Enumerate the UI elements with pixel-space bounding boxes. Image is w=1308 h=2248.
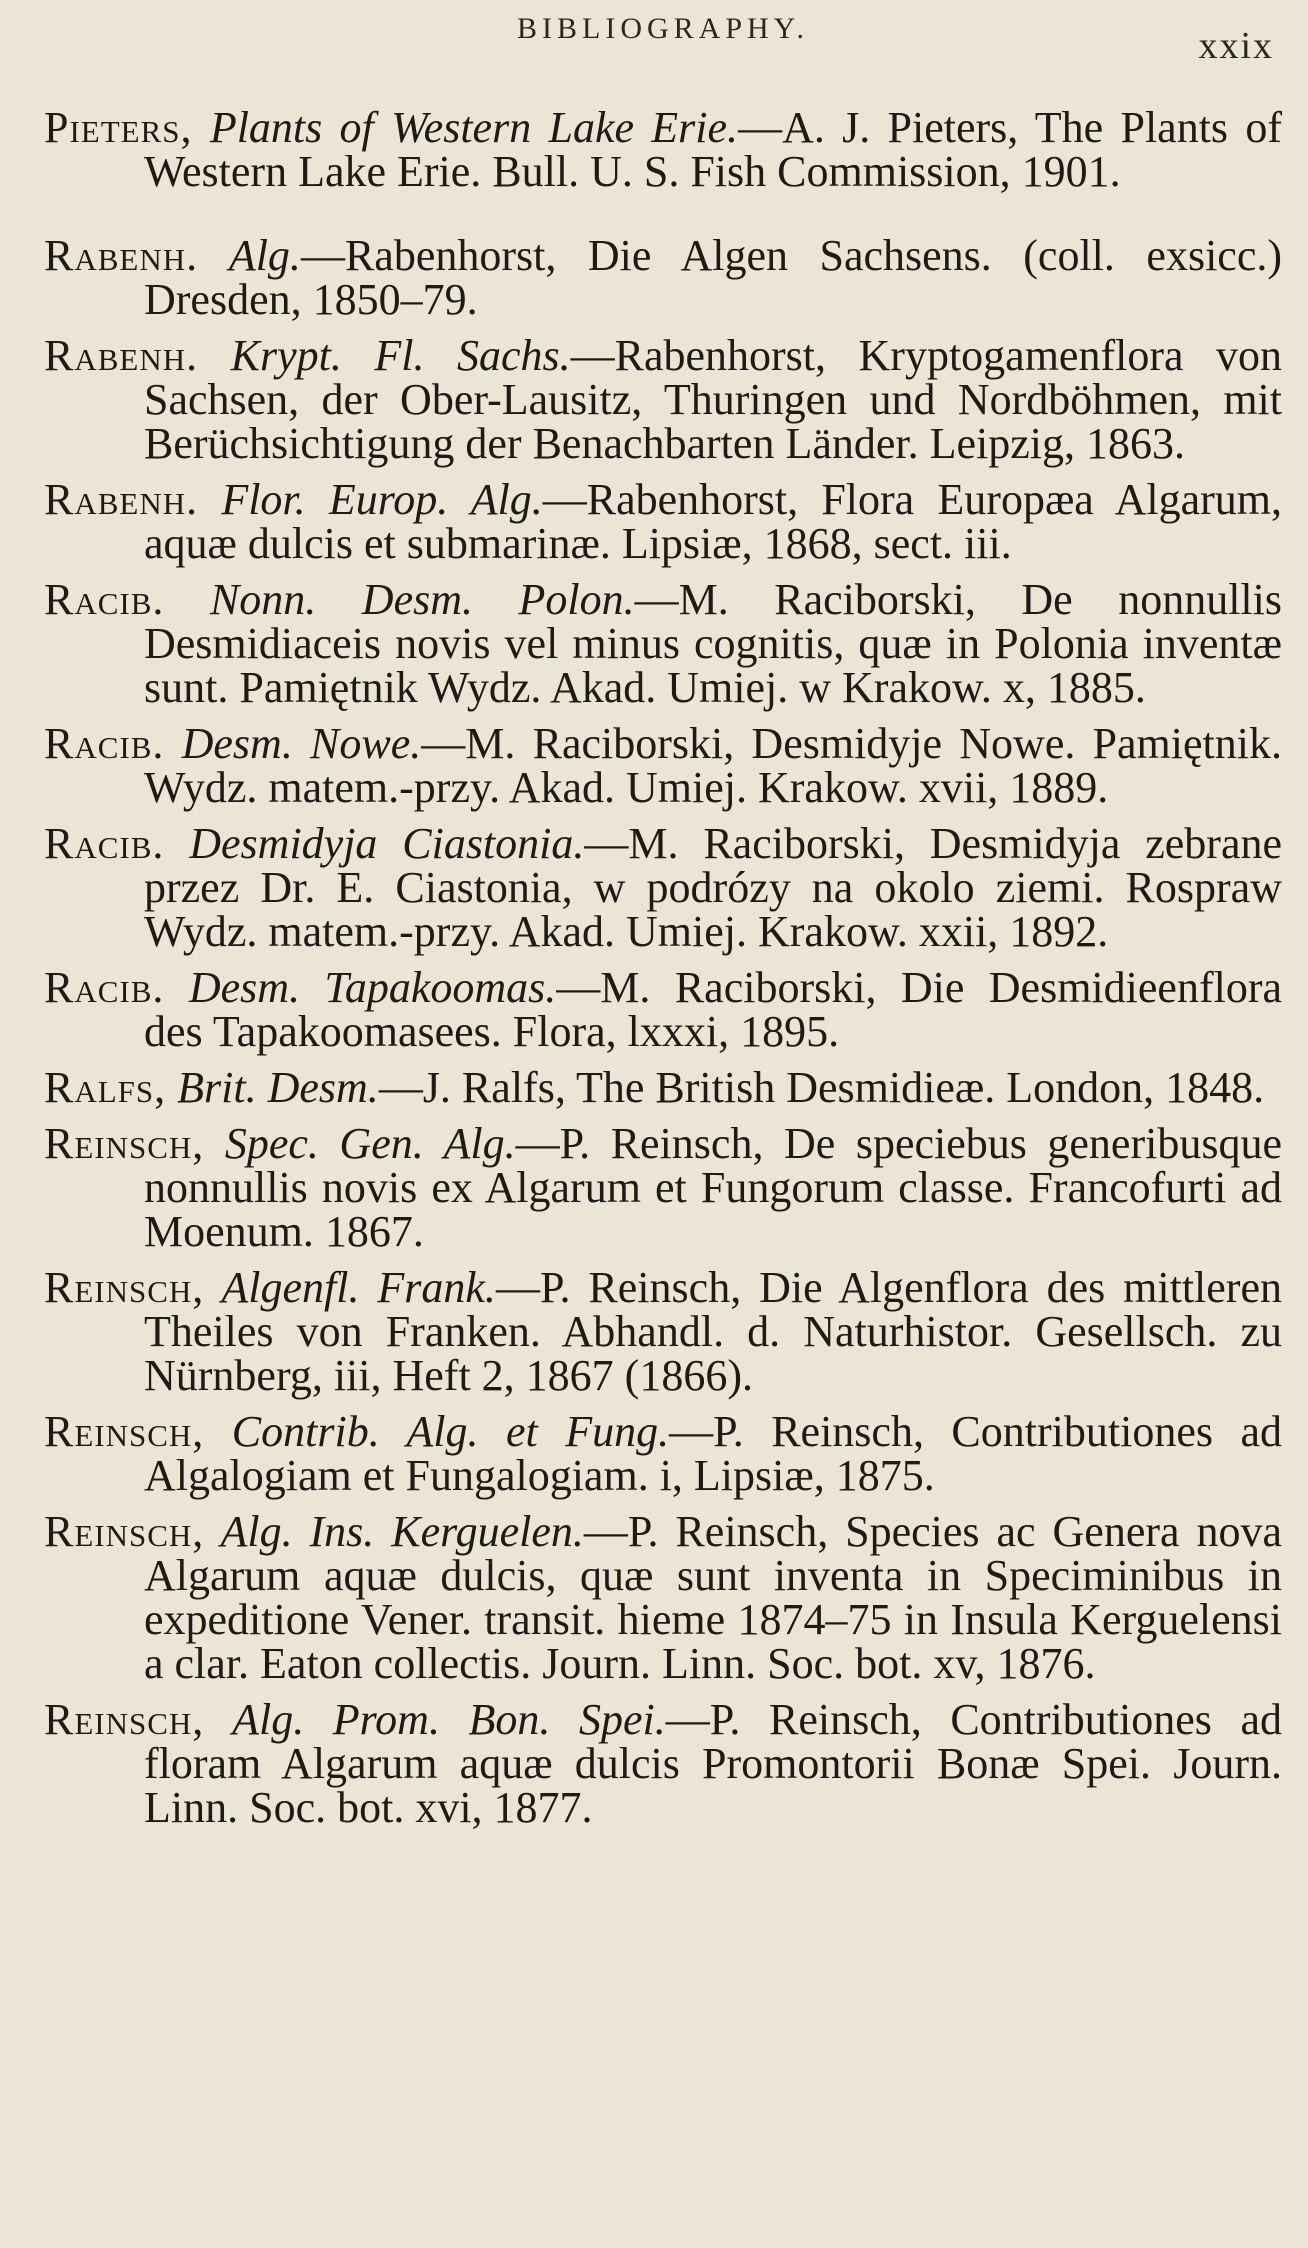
entry-text: —P. Reinsch, Contributiones ad floram Algarum aquæ dulcis Promontorii Bonæ Spei. Journ. Linn. Soc. bot. xvi, 1877. bbox=[144, 1695, 1282, 1832]
entry-author: Reinsch, bbox=[44, 1263, 205, 1312]
entry-author: Reinsch, bbox=[44, 1507, 205, 1556]
bibliography-entry bbox=[44, 1507, 1283, 1688]
entry-author: Rabenh. bbox=[44, 331, 199, 380]
running-head: BIBLIOGRAPHY. bbox=[517, 12, 809, 45]
entry-text: —P. Reinsch, Die Algenflora des mittleren Theiles von Franken. Abhandl. d. Naturhistor. Gesellsch. zu Nürnberg, iii, Heft 2, 1867 (1866). bbox=[144, 1263, 1282, 1400]
bibliography-list bbox=[44, 103, 1283, 1832]
entry-abbreviation: Contrib. Alg. et Fung. bbox=[204, 1407, 670, 1456]
bibliography-entry bbox=[44, 331, 1283, 468]
bibliography-entry bbox=[44, 1063, 1282, 1112]
entry-author: Racib. bbox=[44, 575, 165, 624]
entry-abbreviation: Plants of Western Lake Erie. bbox=[192, 103, 739, 152]
bibliography-entry bbox=[44, 1407, 1282, 1500]
entry-abbreviation: Alg. Prom. Bon. Spei. bbox=[204, 1695, 666, 1744]
bibliography-entry bbox=[44, 475, 1282, 568]
entry-author: Reinsch, bbox=[44, 1407, 205, 1456]
page-number: xxix bbox=[1198, 25, 1274, 67]
entry-author: Racib. bbox=[44, 819, 165, 868]
bibliography-entry bbox=[44, 575, 1282, 712]
entry-text: —M. Raciborski, Die Desmidieenflora des Tapakoomasees. Flora, lxxxi, 1895. bbox=[144, 963, 1282, 1056]
entry-abbreviation: Krypt. Fl. Sachs. bbox=[198, 331, 571, 380]
entry-abbreviation: Desm. Tapakoomas. bbox=[164, 963, 557, 1012]
entry-author: Rabenh. bbox=[44, 231, 199, 280]
entry-text: —M. Raciborski, Desmidyja zebrane przez Dr. E. Ciastonia, w podrózy na okolo ziemi. Rospraw Wydz. matem.-przy. Akad. Umiej. Krakow. xxii, 1892. bbox=[144, 819, 1283, 956]
entry-text: —Rabenhorst, Die Algen Sachsens. (coll. exsicc.) Dresden, 1850–79. bbox=[144, 231, 1282, 324]
bibliography-entry bbox=[44, 963, 1282, 1056]
entry-text: —Rabenhorst, Kryptogamenflora von Sachsen, der Ober-Lausitz, Thuringen und Nordböhmen, mit Berüchsichtigung der Benachbarten Länder. Leipzig, 1863. bbox=[144, 331, 1283, 468]
entry-abbreviation: Alg. bbox=[198, 231, 301, 280]
entry-abbreviation: Spec. Gen. Alg. bbox=[204, 1119, 516, 1168]
entry-text: —M. Raciborski, Desmidyje Nowe. Pamiętnik. Wydz. matem.-przy. Akad. Umiej. Krakow. xvii, 1889. bbox=[144, 719, 1282, 812]
entry-abbreviation: Desm. Nowe. bbox=[164, 719, 422, 768]
entry-author: Reinsch, bbox=[44, 1695, 205, 1744]
entry-text: —J. Ralfs, The British Desmidieæ. London, 1848. bbox=[378, 1063, 1265, 1112]
bibliography-entry bbox=[44, 1119, 1282, 1256]
entry-text: —P. Reinsch, Species ac Genera nova Algarum aquæ dulcis, quæ sunt inventa in Speciminibus in expeditione Vener. transit. hieme 1874–75 in Insula Kerguelensi a clar. Eaton collectis. Journ. Linn. Soc. bot. xv, 1876. bbox=[144, 1507, 1283, 1688]
bibliography-entry bbox=[44, 103, 1282, 196]
entry-text: —M. Raciborski, De nonnullis Desmidiaceis novis vel minus cognitis, quæ in Polonia inventæ sunt. Pamiętnik Wydz. Akad. Umiej. w Krakow. x, 1885. bbox=[144, 575, 1282, 712]
bibliography-entry bbox=[44, 1695, 1282, 1832]
entry-author: Reinsch, bbox=[44, 1119, 205, 1168]
entry-abbreviation: Flor. Europ. Alg. bbox=[198, 475, 543, 524]
bibliography-entry bbox=[44, 719, 1282, 812]
entry-text: —Rabenhorst, Flora Europæa Algarum, aquæ dulcis et submarinæ. Lipsiæ, 1868, sect. iii. bbox=[144, 475, 1282, 568]
entry-text: —A. J. Pieters, The Plants of Western Lake Erie. Bull. U. S. Fish Commission, 1901. bbox=[144, 103, 1282, 196]
entry-author: Ralfs, bbox=[44, 1063, 167, 1112]
entry-author: Rabenh. bbox=[44, 475, 199, 524]
entry-abbreviation: Brit. Desm. bbox=[166, 1063, 379, 1112]
entry-abbreviation: Desmidyja Ciastonia. bbox=[164, 819, 585, 868]
entry-author: Pieters, bbox=[44, 103, 193, 152]
entry-abbreviation: Nonn. Desm. Polon. bbox=[164, 575, 635, 624]
bibliography-entry bbox=[44, 1263, 1282, 1400]
entry-text: —P. Reinsch, Contributiones ad Algalogiam et Fungalogiam. i, Lipsiæ, 1875. bbox=[144, 1407, 1282, 1500]
entry-abbreviation: Alg. Ins. Kerguelen. bbox=[204, 1507, 584, 1556]
entry-abbreviation: Algenfl. Frank. bbox=[204, 1263, 496, 1312]
bibliography-entry bbox=[44, 819, 1283, 956]
bibliography-entry bbox=[44, 231, 1282, 324]
entry-author: Racib. bbox=[44, 719, 165, 768]
page-header bbox=[44, 0, 1282, 100]
entry-text: —P. Reinsch, De speciebus generibusque nonnullis novis ex Algarum et Fungorum classe. Francofurti ad Moenum. 1867. bbox=[144, 1119, 1282, 1256]
entry-author: Racib. bbox=[44, 963, 165, 1012]
